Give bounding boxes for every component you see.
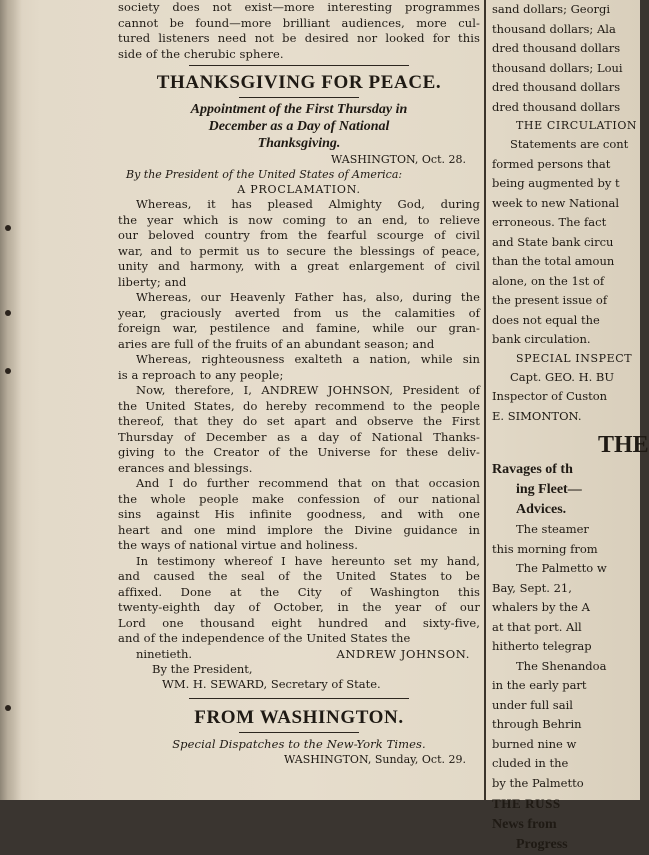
by-president-line: By the President, (152, 661, 253, 676)
subheading-line: News from (492, 817, 557, 832)
text-line: being augmented by t (492, 176, 620, 190)
article-headline-2: FROM WASHINGTON. (194, 706, 404, 728)
text-line: twenty-eighth day of October, in the year of our (118, 600, 480, 614)
binding-hole (5, 705, 11, 711)
text-line: Statements are cont (510, 137, 629, 151)
text-line: unity and harmony, with a great enlargement of civil (118, 259, 480, 273)
text-line: The steamer (516, 522, 589, 536)
text-line: Bay, Sept. 21, (492, 580, 572, 595)
article-headline: THANKSGIVING FOR PEACE. (156, 72, 442, 93)
text-line: dred thousand dollars (492, 80, 621, 94)
text-line: In testimony whereof I have hereunto set my hand, (136, 553, 480, 568)
text-line: does not equal the (492, 312, 600, 327)
text-line: Capt. GEO. H. BU (510, 369, 615, 384)
testimony-last-line: ninetieth. (136, 646, 193, 661)
paragraph (118, 352, 480, 383)
text-line: foreign war, pestilence and famine, while our gran- (118, 321, 480, 335)
text-line: Thursday of December as a day of National Thanks- (118, 429, 480, 444)
text-line: this morning from (492, 541, 598, 556)
text-line: Inspector of Custon (492, 389, 608, 403)
text-line: the ways of national virtue and holiness. (118, 538, 359, 552)
text-line: thousand dollars; Ala (492, 21, 616, 36)
column-rule (484, 0, 486, 800)
subheading-line: Progress (516, 837, 568, 852)
text-line: Lord one thousand eight hundred and sixty-five, (118, 615, 480, 630)
proclamation-byline: By the President of the United States of America: (126, 168, 403, 181)
text-line: liberty; and (118, 274, 187, 289)
paragraph (118, 290, 480, 352)
proclamation-label: A PROCLAMATION. (237, 183, 361, 196)
text-line: giving to the Creator of the Universe for these deliv- (118, 445, 480, 459)
text-line: our beloved country from the fearful scourge of civil (118, 228, 480, 242)
text-line: thereof, that they do set apart and observe the First (118, 414, 480, 428)
binding-hole (5, 368, 11, 374)
text-line: war, and to permit us to secure the blessings of peace, (118, 243, 480, 258)
text-line: affixed. Done at the City of Washington this (118, 584, 480, 599)
special-inspector-heading: SPECIAL INSPECT (516, 351, 633, 365)
text-line: side of the cherubic sphere. (118, 46, 284, 61)
text-line: at that port. All (492, 619, 582, 634)
article-dateline: WASHINGTON, Oct. 28. (331, 153, 466, 166)
paragraph (118, 383, 480, 476)
text-line: heart and one mind implore the Divine guidance in (118, 522, 480, 537)
text-line: formed persons that (492, 156, 611, 171)
news-lines (492, 815, 640, 855)
text-line: The Shenandoa (516, 658, 607, 673)
text-line: bank circulation. (492, 332, 591, 346)
text-line: and caused the seal of the United States to be (118, 569, 480, 583)
president-signature: ANDREW JOHNSON. (336, 646, 470, 661)
preceding-article-tail (118, 0, 480, 62)
circulation-heading: THE CIRCULATION (516, 119, 638, 132)
text-line: thousand dollars; Loui (492, 60, 623, 75)
text-line: Appointment of the First Thursday in (190, 102, 408, 117)
text-line: December as a Day of National (208, 119, 390, 134)
text-line: cluded in the (492, 756, 569, 770)
text-line: than the total amoun (492, 254, 615, 268)
right-subheading (492, 460, 640, 520)
page-fold-shadow (0, 0, 22, 800)
special-dispatches-line: Special Dispatches to the New-York Times. (172, 736, 426, 751)
text-line: Whereas, it has pleased Almighty God, during (136, 197, 480, 211)
russ-heading: THE RUSS (492, 796, 561, 811)
binding-hole (5, 225, 11, 231)
text-line: sand dollars; Georgi (492, 2, 611, 16)
text-line: aries are full of the fruits of an abundant season; and (118, 336, 435, 351)
divider (239, 732, 359, 733)
text-line: and of the independence of the United States the (118, 631, 411, 645)
right-top-lines (492, 0, 640, 117)
subheading-line: Ravages of th (492, 462, 573, 477)
text-line: under full sail (492, 697, 573, 712)
subheading-line: ing Fleet— (516, 482, 582, 497)
steamer-article-lines (492, 520, 640, 793)
text-line: society does not exist—more interesting programmes (118, 0, 480, 14)
special-inspector-lines (492, 368, 640, 427)
text-line: whalers by the A (492, 600, 590, 614)
article-subheadline (118, 101, 480, 152)
text-line: erances and blessings. (118, 460, 253, 475)
text-line: through Behrin (492, 717, 582, 731)
right-big-heading: THE (598, 432, 649, 458)
text-line: sins against His infinite goodness, and with one (118, 507, 480, 521)
text-line: And I do further recommend that on that occasion (136, 476, 480, 490)
text-line: alone, on the 1st of (492, 273, 605, 288)
text-line: hitherto telegrap (492, 639, 592, 653)
circulation-lines (492, 135, 640, 350)
text-line: Whereas, our Heavenly Father has, also, during the (136, 290, 480, 304)
text-line: cannot be found—more brilliant audiences, more cul- (118, 15, 480, 30)
text-line: Whereas, righteousness exalteth a nation, while sin (136, 352, 480, 366)
text-line: is a reproach to any people; (118, 367, 284, 382)
divider (239, 97, 359, 98)
paragraph (118, 476, 480, 554)
subheading-line: Advices. (516, 502, 567, 517)
text-line: dred thousand dollars (492, 41, 621, 55)
text-line: dred thousand dollars (492, 99, 621, 114)
divider (189, 65, 409, 66)
signature-row (118, 647, 480, 662)
text-line: Thanksgiving. (257, 136, 341, 151)
text-line: the United States, do hereby recommend to the people (118, 398, 480, 413)
text-line: E. SIMONTON. (492, 408, 582, 423)
text-line: the present issue of (492, 293, 608, 307)
text-line: the year which is now coming to an end, to relieve (118, 212, 480, 227)
text-line: week to new National (492, 195, 620, 210)
text-line: by the Palmetto (492, 775, 584, 790)
binding-hole (5, 310, 11, 316)
right-column (492, 0, 649, 852)
divider (189, 698, 409, 699)
text-line: the whole people make confession of our national (118, 491, 480, 506)
text-line: burned nine w (492, 736, 577, 751)
text-line: tured listeners need not be desired nor looked for this (118, 31, 480, 45)
text-line: year, graciously averted from us the calamities of (118, 305, 480, 320)
text-line: Now, therefore, I, ANDREW JOHNSON, President of (136, 383, 480, 397)
left-column (118, 0, 480, 800)
text-line: in the early part (492, 678, 587, 692)
testimony-paragraph (118, 554, 480, 647)
article-dateline-2: WASHINGTON, Sunday, Oct. 29. (284, 753, 466, 766)
text-line: and State bank circu (492, 234, 614, 249)
secretary-line: WM. H. SEWARD, Secretary of State. (162, 676, 381, 691)
text-line: The Palmetto w (516, 561, 607, 575)
paragraph (118, 197, 480, 290)
text-line: erroneous. The fact (492, 215, 607, 229)
